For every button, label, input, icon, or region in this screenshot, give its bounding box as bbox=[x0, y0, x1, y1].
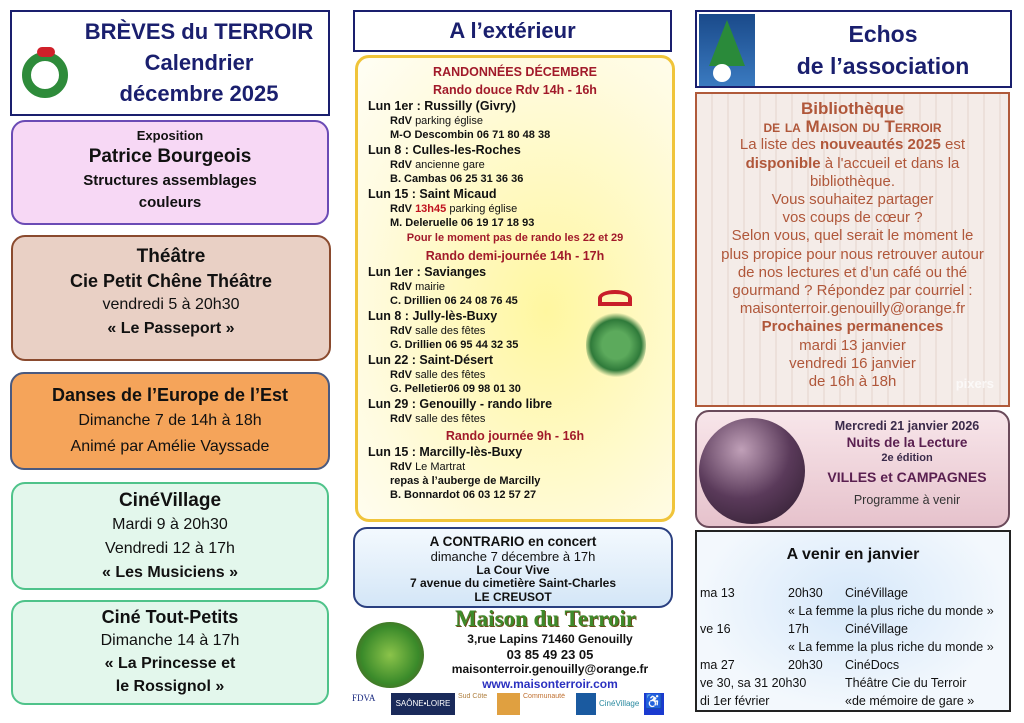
janvier-day: ma 13 bbox=[700, 586, 735, 600]
janvier-row bbox=[700, 622, 1010, 640]
bibliotheque-box bbox=[695, 92, 1010, 407]
bib-email: maisonterroir.genouilly@orange.fr bbox=[739, 300, 966, 318]
rdv-label: RdV bbox=[390, 325, 412, 337]
janvier-event: CinéDocs bbox=[845, 658, 900, 672]
janvier-event: CinéVillage bbox=[845, 586, 909, 600]
janvier-time: 20h30 bbox=[788, 658, 823, 672]
janvier-row bbox=[700, 586, 1010, 604]
caf-logo bbox=[576, 693, 596, 715]
bib-text: La liste des bbox=[739, 136, 820, 154]
rando-contact: G. Pelletier06 09 98 01 30 bbox=[390, 383, 521, 395]
bib-text: à l'accueil et dans la bbox=[820, 154, 960, 172]
rando-contact: M-O Descombin 06 71 80 48 38 bbox=[390, 129, 551, 141]
rdv-label: RdV bbox=[390, 413, 412, 425]
header-line1: BRÈVES du TERROIR bbox=[84, 19, 314, 44]
footer-email: maisonterroir.genouilly@orange.fr bbox=[451, 662, 649, 676]
bib-text: Vous souhaitez partager bbox=[771, 191, 934, 209]
rdv-place: salle des fêtes bbox=[415, 369, 486, 381]
saone-loire-logo: SAÔNE•LOIRE bbox=[391, 693, 455, 715]
janvier-row bbox=[700, 640, 1010, 658]
rando-section-title: Rando journée 9h - 16h bbox=[445, 429, 585, 443]
rando-section-title: Rando douce Rdv 14h - 16h bbox=[433, 83, 597, 97]
nuits-lecture-box bbox=[695, 410, 1010, 528]
right-header bbox=[695, 10, 1012, 88]
accessibility-icon: ♿ bbox=[644, 693, 664, 715]
nuits-theme: VILLES et CAMPAGNES bbox=[827, 469, 987, 485]
theatre-title: Théâtre bbox=[136, 246, 206, 267]
nuits-note: Programme à venir bbox=[853, 493, 961, 507]
rando-rdv bbox=[368, 412, 662, 426]
rdv-label: RdV bbox=[390, 369, 412, 381]
danses-date: Dimanche 7 de 14h à 18h bbox=[78, 412, 262, 429]
cinevillage-film: « Les Musiciens » bbox=[101, 564, 239, 581]
danses-host: Animé par Amélie Vayssade bbox=[70, 438, 270, 455]
rando-date: Lun 15 : Saint Micaud bbox=[368, 187, 497, 201]
janvier-title: A venir en janvier bbox=[786, 546, 920, 563]
rdv-place: ancienne gare bbox=[415, 159, 485, 171]
rdv-place: parking église bbox=[449, 203, 518, 215]
rdv-label: RdV bbox=[390, 461, 412, 473]
left-header bbox=[10, 10, 330, 116]
theatre-box bbox=[11, 235, 331, 361]
rando-date: Lun 8 : Jully-lès-Buxy bbox=[368, 309, 498, 323]
theatre-date: vendredi 5 à 20h30 bbox=[102, 296, 240, 313]
rando-date: Lun 8 : Culles-les-Roches bbox=[368, 143, 521, 157]
right-header-line2: de l’association bbox=[796, 53, 970, 79]
bib-text: vos coups de cœur ? bbox=[782, 209, 923, 227]
theatre-company: Cie Petit Chêne Théâtre bbox=[69, 271, 273, 291]
exposition-line2: couleurs bbox=[138, 194, 202, 211]
rando-note: Pour le moment pas de rando les 22 et 29 bbox=[406, 232, 624, 244]
janvier-day: di 1er février bbox=[700, 694, 770, 708]
concert-box bbox=[353, 527, 673, 608]
rdv-label: RdV bbox=[390, 115, 412, 127]
concert-venue: La Cour Vive bbox=[476, 562, 550, 577]
bib-perm-title: Prochaines permanences bbox=[761, 318, 944, 336]
janvier-day: ma 27 bbox=[700, 658, 735, 672]
communaute-logo: Communauté bbox=[497, 693, 573, 715]
janvier-event: CinéVillage bbox=[845, 622, 909, 636]
janvier-box bbox=[695, 530, 1011, 712]
janvier-row bbox=[700, 658, 1010, 676]
janvier-time: 17h bbox=[788, 622, 809, 636]
fdva-logo: FDVA bbox=[352, 693, 376, 703]
rando-rdv bbox=[368, 460, 662, 474]
bib-text: bibliothèque. bbox=[809, 172, 896, 190]
rando-contact: G. Drillien 06 95 44 32 35 bbox=[390, 339, 519, 351]
rando-date: Lun 1er : Russilly (Givry) bbox=[368, 99, 516, 113]
rando-contact: B. Bonnardot 06 03 12 57 27 bbox=[390, 489, 537, 501]
janvier-day: ve 16 bbox=[700, 622, 731, 636]
rdv-place: mairie bbox=[415, 281, 446, 293]
cinetoutpetits-title: Ciné Tout-Petits bbox=[101, 607, 239, 627]
bib-text: gourmand ? Répondez par courriel : bbox=[732, 282, 973, 300]
concert-title: A CONTRARIO en concert bbox=[429, 534, 597, 549]
footer-address: 3,rue Lapins 71460 Genouilly bbox=[467, 632, 633, 646]
rdv-label: RdV bbox=[390, 159, 412, 171]
bib-perm-date: vendredi 16 janvier bbox=[789, 354, 916, 372]
rdv-time: 13h45 bbox=[415, 203, 447, 215]
janvier-row bbox=[700, 676, 1010, 694]
bib-text: plus propice pour nous retrouver autour bbox=[721, 245, 984, 263]
rdv-place: salle des fêtes bbox=[415, 413, 486, 425]
rando-box bbox=[355, 55, 675, 522]
rdv-place: parking église bbox=[415, 115, 483, 127]
bib-text: est bbox=[940, 136, 966, 154]
footer-name: Maison du Terroir bbox=[454, 606, 637, 631]
cinevillage-logo: CinéVillage bbox=[599, 699, 640, 708]
mistletoe-icon bbox=[580, 290, 650, 385]
footer-phone: 03 85 49 23 05 bbox=[506, 647, 594, 662]
cinevillage-title: CinéVillage bbox=[118, 490, 222, 511]
cinetoutpetits-film1: « La Princesse et bbox=[104, 655, 236, 672]
cinetoutpetits-film2: le Rossignol » bbox=[115, 678, 225, 695]
janvier-day: ve 30, sa 31 20h30 bbox=[700, 676, 807, 690]
rando-date: Lun 1er : Savianges bbox=[368, 265, 487, 279]
rdv-place: salle des fêtes bbox=[415, 325, 486, 337]
janvier-event: Théâtre Cie du Terroir bbox=[845, 676, 967, 690]
bib-text: de nos lectures et d’un café ou thé bbox=[737, 263, 968, 281]
rando-contact: B. Cambas 06 25 31 36 36 bbox=[390, 173, 524, 185]
nuits-title: Nuits de la Lecture bbox=[846, 435, 968, 450]
cinevillage-box bbox=[11, 482, 329, 590]
rdv-label: RdV bbox=[390, 203, 412, 215]
exposition-artist: Patrice Bourgeois bbox=[88, 146, 252, 167]
concert-city: LE CREUSOT bbox=[474, 589, 552, 604]
bib-perm-date: mardi 13 janvier bbox=[799, 336, 906, 354]
danses-title: Danses de l’Europe de l’Est bbox=[51, 385, 289, 405]
rdv-place: Le Martrat bbox=[415, 461, 466, 473]
header-line3: décembre 2025 bbox=[119, 81, 279, 106]
exposition-label: Exposition bbox=[136, 128, 204, 143]
rando-contact: C. Drillien 06 24 08 76 45 bbox=[390, 295, 518, 307]
rando-date: Lun 22 : Saint-Désert bbox=[368, 353, 494, 367]
cinetoutpetits-box bbox=[11, 600, 329, 705]
nuits-illustration bbox=[699, 418, 805, 524]
rdv-label: RdV bbox=[390, 281, 412, 293]
rando-extra: repas à l’auberge de Marcilly bbox=[390, 475, 541, 487]
sud-cote-logo: Sud Côte bbox=[458, 693, 488, 700]
cinetoutpetits-date: Dimanche 14 à 17h bbox=[100, 632, 240, 649]
bib-title2: de la Maison du Terroir bbox=[763, 117, 942, 137]
bib-text: Selon vous, quel serait le moment le bbox=[731, 227, 974, 245]
janvier-event: « La femme la plus riche du monde » bbox=[788, 604, 994, 618]
cinevillage-date1: Mardi 9 à 20h30 bbox=[112, 516, 228, 533]
footer-web-link[interactable]: www.maisonterroir.com bbox=[482, 677, 618, 691]
exposition-box bbox=[11, 120, 329, 225]
nuits-edition: 2e édition bbox=[881, 452, 933, 464]
exposition-line1: Structures assemblages bbox=[83, 172, 257, 189]
janvier-row bbox=[700, 694, 1010, 712]
maison-terroir-logo bbox=[356, 622, 424, 688]
theatre-play: « Le Passeport » bbox=[107, 320, 235, 337]
nuits-date: Mercredi 21 janvier 2026 bbox=[834, 419, 980, 433]
concert-address: 7 avenue du cimetière Saint-Charles bbox=[409, 576, 617, 590]
danses-box bbox=[10, 372, 330, 470]
concert-date: dimanche 7 décembre à 17h bbox=[430, 549, 596, 564]
middle-title: A l’extérieur bbox=[353, 10, 672, 52]
bib-title1: Bibliothèque bbox=[801, 99, 904, 118]
watermark: pixers bbox=[955, 376, 994, 392]
janvier-row bbox=[700, 604, 1010, 622]
rando-rdv bbox=[368, 202, 662, 216]
rando-date: Lun 29 : Genouilly - rando libre bbox=[368, 397, 553, 411]
cinevillage-date2: Vendredi 12 à 17h bbox=[105, 540, 235, 557]
rando-contact: M. Deleruelle 06 19 17 18 93 bbox=[390, 217, 535, 229]
header-line2: Calendrier bbox=[144, 50, 254, 75]
bib-perm-hours: de 16h à 18h bbox=[808, 373, 897, 391]
janvier-event: «de mémoire de gare » bbox=[845, 694, 975, 708]
right-header-line1: Echos bbox=[848, 21, 918, 47]
partner-logos bbox=[352, 693, 674, 715]
rando-heading: RANDONNÉES DÉCEMBRE bbox=[433, 65, 597, 79]
janvier-time: 20h30 bbox=[788, 586, 823, 600]
rando-date: Lun 15 : Marcilly-lès-Buxy bbox=[368, 445, 523, 459]
janvier-event: « La femme la plus riche du monde » bbox=[788, 640, 994, 654]
wreath-icon bbox=[22, 52, 68, 98]
rando-rdv bbox=[368, 114, 662, 128]
christmas-tree-icon bbox=[699, 14, 755, 86]
bib-text-bold: disponible bbox=[745, 154, 821, 172]
rando-section-title: Rando demi-journée 14h - 17h bbox=[425, 249, 605, 263]
bib-text-bold: nouveautés 2025 bbox=[819, 136, 941, 154]
rando-rdv bbox=[368, 158, 662, 172]
